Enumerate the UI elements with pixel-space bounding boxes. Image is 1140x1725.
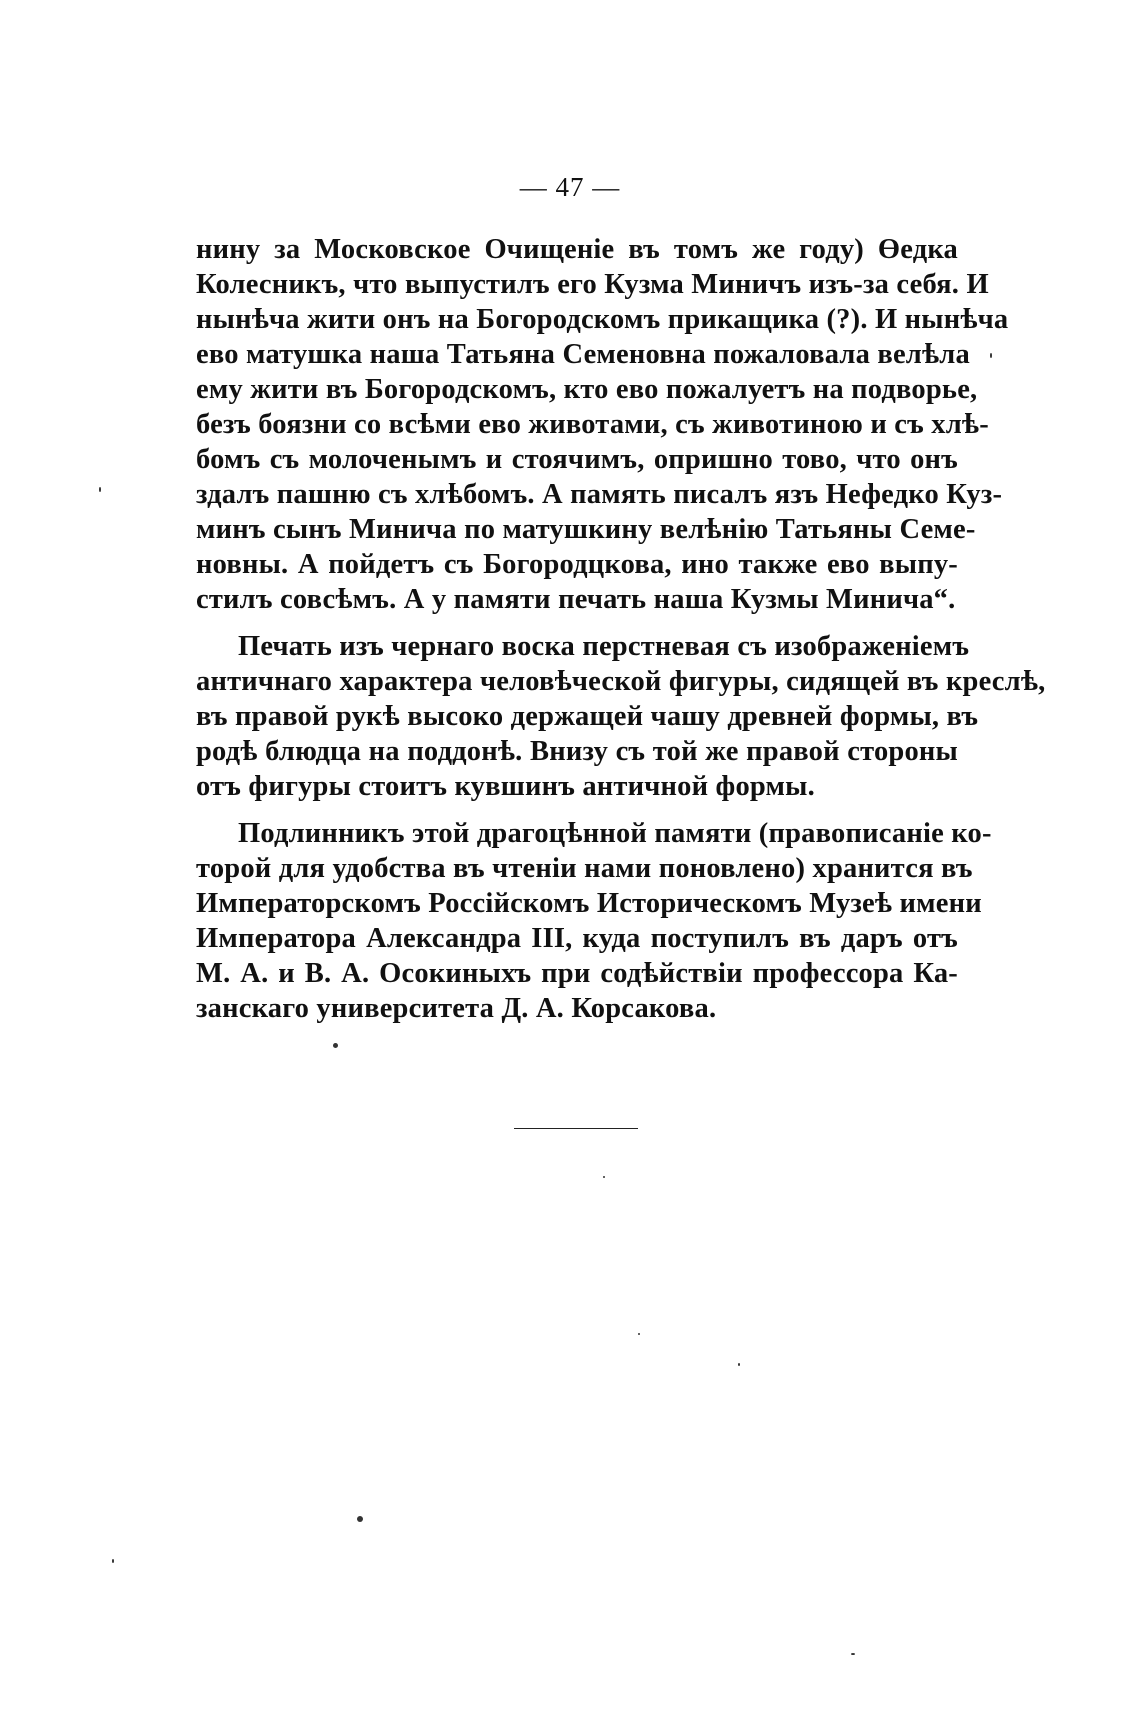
text-line: Императорскомъ Россійскомъ Историческомъ Музеѣ имени xyxy=(196,888,982,919)
text-line: здалъ пашню съ хлѣбомъ. А память писалъ язъ Нефедко Куз- xyxy=(196,479,1003,510)
paragraph-3 xyxy=(196,816,992,1026)
text-line: нынѣча жити онъ на Богородскомъ прикащика (?). И нынѣча xyxy=(196,304,1009,335)
text-line: бомъ съ молоченымъ и стоячимъ, опришно тово, что онъ xyxy=(196,444,958,475)
paragraph-2 xyxy=(196,629,1046,804)
text-line: родѣ блюдца на поддонѣ. Внизу съ той же правой стороны xyxy=(196,736,958,767)
text-line: новны. А пойдетъ съ Богородцкова, ино также ево выпу- xyxy=(196,549,958,580)
scan-speck xyxy=(638,1333,640,1335)
text-line: отъ фигуры стоитъ кувшинъ античной формы. xyxy=(196,771,815,802)
scan-speck xyxy=(851,1653,855,1655)
text-line: М. А. и В. А. Осокиныхъ при содѣйствіи профессора Ка- xyxy=(196,958,958,989)
paragraph-1 xyxy=(196,232,1009,617)
text-line: нину за Московское Очищеніе въ томъ же году) Өедка xyxy=(196,234,958,265)
text-line: минъ сынъ Минича по матушкину велѣнію Татьяны Семе- xyxy=(196,514,976,545)
body-text xyxy=(196,232,1046,1026)
scan-speck xyxy=(357,1516,363,1522)
text-line: стилъ совсѣмъ. А у памяти печать наша Кузмы Минича“. xyxy=(196,584,956,615)
scan-speck xyxy=(99,487,101,492)
text-line: ему жити въ Богородскомъ, кто ево пожалуетъ на подворье, xyxy=(196,374,978,405)
scan-speck xyxy=(603,1176,605,1178)
text-line: въ правой рукѣ высоко держащей чашу древней формы, въ xyxy=(196,701,979,732)
text-line: Подлинникъ этой драгоцѣнной памяти (правописаніе ко- xyxy=(238,818,992,849)
end-rule xyxy=(514,1128,638,1129)
text-line: занскаго университета Д. А. Корсакова. xyxy=(196,993,717,1024)
text-line: Колесникъ, что выпустилъ его Кузма Миничъ изъ-за себя. И xyxy=(196,269,989,300)
scan-speck xyxy=(112,1559,114,1563)
text-line: ево матушка наша Татьяна Семеновна пожаловала велѣла xyxy=(196,339,970,370)
scan-speck xyxy=(990,353,992,358)
text-line: безъ боязни со всѣми ево животами, съ животиною и съ хлѣ- xyxy=(196,409,989,440)
page-number: — 47 — xyxy=(519,172,621,202)
text-line: торой для удобства въ чтеніи нами поновлено) хранится въ xyxy=(196,853,973,884)
scan-speck xyxy=(738,1363,740,1366)
text-line: античнаго характера человѣческой фигуры, сидящей въ креслѣ, xyxy=(196,666,1046,697)
text-line: Императора Александра III, куда поступилъ въ даръ отъ xyxy=(196,923,958,954)
text-line: Печать изъ чернаго воска перстневая съ изображеніемъ xyxy=(238,631,970,662)
scan-speck xyxy=(333,1043,338,1048)
